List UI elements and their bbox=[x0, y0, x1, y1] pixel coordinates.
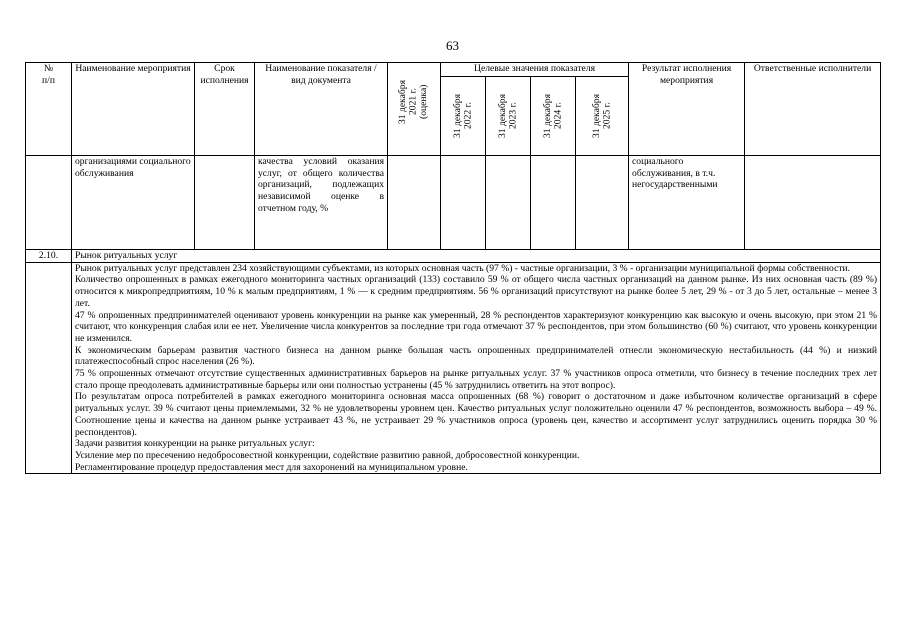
paragraph: Задачи развития конкуренции на рынке ритуальных услуг: bbox=[75, 438, 315, 450]
section-body bbox=[72, 262, 881, 474]
table-row bbox=[26, 156, 881, 250]
header-num: № п/п bbox=[26, 63, 72, 156]
paragraph: Регламентирование процедур предоставления мест для захоронений на муниципальном уровне. bbox=[75, 461, 468, 473]
header-term: Срок исполнения bbox=[195, 63, 255, 156]
header-year-2025: 31 декабря 2025 г. bbox=[576, 77, 629, 156]
page-number: 63 bbox=[446, 38, 459, 53]
cell-year-2022 bbox=[441, 156, 486, 250]
cell-indicator: качества условий оказания услуг, от общего количества организаций, подлежащих независимой оценке в отчетном году, % bbox=[255, 156, 388, 250]
header-indicator: Наименование показателя / вид документа bbox=[255, 63, 388, 156]
header-year-2022: 31 декабря 2022 г. bbox=[441, 77, 486, 156]
cell-year-2023 bbox=[486, 156, 531, 250]
header-result: Результат исполнения мероприятия bbox=[629, 63, 745, 156]
header-name: Наименование мероприятия bbox=[72, 63, 195, 156]
section-title: Рынок ритуальных услуг bbox=[72, 250, 881, 263]
header-responsible: Ответственные исполнители bbox=[745, 63, 881, 156]
cell-year-2021 bbox=[388, 156, 441, 250]
paragraph: Усиление мер по пресечению недобросовестной конкуренции, содействие развитию равной, добросовестной конкуренции. bbox=[75, 449, 580, 461]
section-body-num bbox=[26, 262, 72, 474]
measures-table bbox=[25, 62, 881, 474]
paragraph: Рынок ритуальных услуг представлен 234 хозяйствующими субъектами, из которых основная часть (97 %) - частные организации, 3 % - организации муниципальной формы собственности. bbox=[75, 262, 851, 274]
header-targets-group: Целевые значения показателя bbox=[441, 63, 629, 77]
paragraph: 75 % опрошенных отмечают отсутствие существенных административных барьеров на рынке ритуальных услуг. 37 % участников опроса отметили, что бизнесу в течение последних трех лет стало проще преодолевать административные барьеры или они полностью устранены (45 % затруднились ответить на этот вопрос). bbox=[75, 368, 878, 391]
paragraph: Количество опрошенных в рамках ежегодного мониторинга частных организаций (133) составило 59 % от общего числа частных организаций на данном рынке. Из них основная часть (89 %) относится к микропредприятиям, 10 % к малым предприятиям, 1 % — к средним предприятиям. 56 % организаций присутствуют на рынке более 5 лет, 29 % - от 3 до 5 лет, остальные – менее 3 лет. bbox=[75, 274, 878, 309]
paragraph: По результатам опроса потребителей в рамках ежегодного мониторинга основная масса опрошенных (68 %) говорит о достаточном и даже избыточном количестве организаций в сфере ритуальных услуг. 39 % считают цены приемлемыми, 32 % не удовлетворены уровнем цен. Качество ритуальных услуг положительно оценили 47 % респондентов, возможность выбора – 49 %. Соотношение цены и качества на данном рынке устраивает 43 %, не устраивает 29 % участников опроса (уровень цен, качество и ассортимент услуг затруднились оценить порядка 30 % респондентов). bbox=[75, 391, 878, 438]
section-row bbox=[26, 250, 881, 263]
paragraph: 47 % опрошенных предпринимателей оценивают уровень конкуренции на рынке как умеренный, 28 % респондентов характеризуют конкуренцию как высокую и очень высокую, при этом 21 % считают, что конкуренция слабая или ее нет. Увеличение числа конкурентов за последние три года отмечают 37 % респондентов, при этом большинство (60 %) считают, что уровень конкуренции не изменился. bbox=[75, 309, 878, 344]
cell-result: социального обслуживания, в т.ч. негосударственными bbox=[629, 156, 745, 250]
header-year-2021: 31 декабря 2021 г. (оценка) bbox=[388, 63, 441, 156]
cell-responsible bbox=[745, 156, 881, 250]
cell-year-2025 bbox=[576, 156, 629, 250]
cell-name: организациями социального обслуживания bbox=[72, 156, 195, 250]
cell-year-2024 bbox=[531, 156, 576, 250]
section-num: 2.10. bbox=[26, 250, 72, 263]
header-year-2024: 31 декабря 2024 г. bbox=[531, 77, 576, 156]
section-body-row bbox=[26, 262, 881, 474]
header-year-2023: 31 декабря 2023 г. bbox=[486, 77, 531, 156]
cell-num bbox=[26, 156, 72, 250]
cell-term bbox=[195, 156, 255, 250]
paragraph: К экономическим барьерам развития частного бизнеса на данном рынке большая часть опрошенных предпринимателей отнесли экономическую нестабильность (44 %) и низкий платежеспособный спрос населения (26 %). bbox=[75, 344, 878, 368]
